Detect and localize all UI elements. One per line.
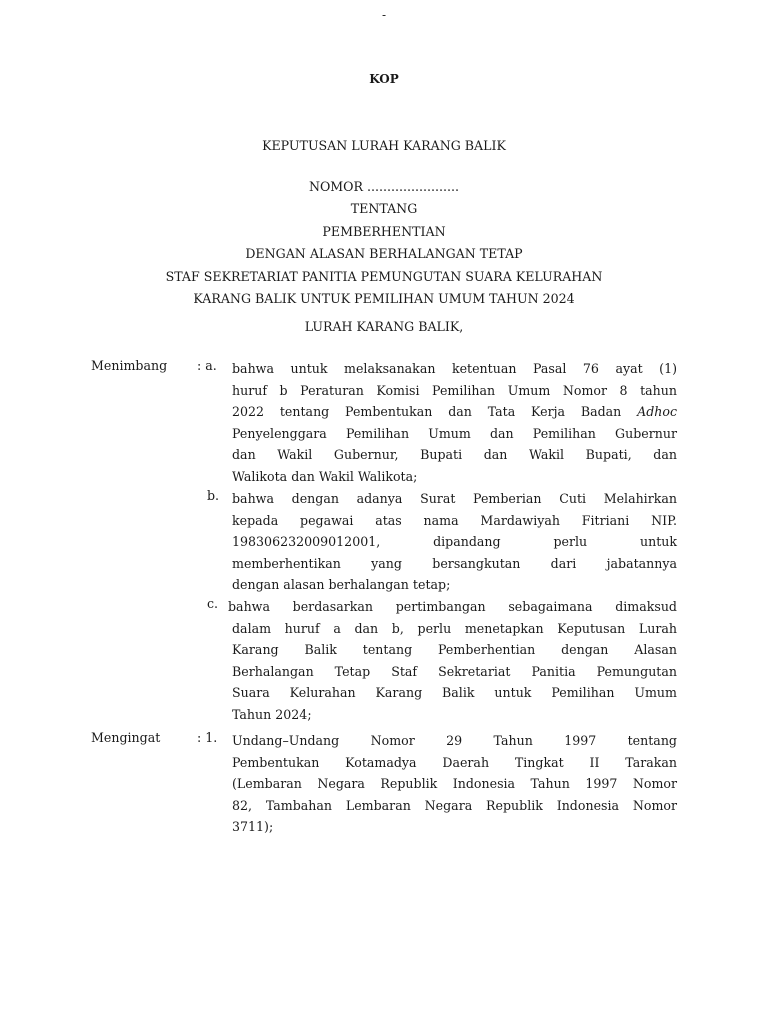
item-marker: c. <box>207 596 219 611</box>
kop-heading: KOP <box>369 72 399 86</box>
text-line: dan Wakil Gubernur, Bupati dan Wakil Bupati, dan <box>232 447 677 463</box>
item-text <box>232 730 677 838</box>
text-line: Penyelenggara Pemilihan Umum dan Pemilihan Gubernur <box>232 425 677 441</box>
page-dash: - <box>381 8 387 22</box>
issuer-greeting: LURAH KARANG BALIK, <box>304 319 464 334</box>
decree-subject-line-1: PEMBERHENTIAN <box>322 223 446 239</box>
text-line: dengan alasan berhalangan tetap; <box>232 577 451 593</box>
text-line: memberhentikan yang bersangkutan dari jabatannya <box>232 555 677 571</box>
text-line: Undang–Undang Nomor 29 Tahun 1997 tentang <box>232 733 677 748</box>
text-line: 3711); <box>232 819 274 835</box>
text-line: Berhalangan Tetap Staf Sekretariat Panitia Pemungutan <box>232 663 677 679</box>
text-line: dalam huruf a dan b, perlu menetapkan Keputusan Lurah <box>232 620 677 636</box>
text-line: kepada pegawai atas nama Mardawiyah Fitriani NIP. <box>232 512 677 528</box>
item-marker: : a. <box>197 358 217 373</box>
text-line: bahwa dengan adanya Surat Pemberian Cuti Melahirkan <box>232 491 677 506</box>
text-line: bahwa untuk melaksanakan ketentuan Pasal 76 ayat (1) <box>232 361 677 376</box>
adhoc-italic: Adhoc <box>637 404 677 420</box>
decree-subject-line-4: KARANG BALIK UNTUK PEMILIHAN UMUM TAHUN 2024 <box>193 291 575 306</box>
item-text <box>228 596 677 618</box>
item-text-continued <box>232 618 677 726</box>
text-line: Suara Kelurahan Karang Balik untuk Pemilihan Umum <box>232 685 677 701</box>
decree-title: KEPUTUSAN LURAH KARANG BALIK <box>262 138 506 153</box>
text-line: 82, Tambahan Lembaran Negara Republik Indonesia Nomor <box>232 797 677 813</box>
text-line: (Lembaran Negara Republik Indonesia Tahun 1997 Nomor <box>232 776 677 792</box>
decree-subject-line-3: STAF SEKRETARIAT PANITIA PEMUNGUTAN SUARA KELURAHAN <box>165 268 603 284</box>
decree-number: NOMOR ....................... <box>308 178 460 194</box>
item-text <box>232 488 677 596</box>
text-line: Pembentukan Kotamadya Daerah Tingkat II Tarakan <box>232 754 677 770</box>
decree-subject-line-2: DENGAN ALASAN BERHALANGAN TETAP <box>245 246 523 261</box>
text-line: huruf b Peraturan Komisi Pemilihan Umum Nomor 8 tahun <box>232 382 677 398</box>
menimbang-label: Menimbang <box>91 358 168 373</box>
item-marker: b. <box>207 488 220 503</box>
text-line: Karang Balik tentang Pemberhentian dengan Alasan <box>232 642 677 658</box>
text-line-prefix: 2022 tentang Pembentukan dan Tata Kerja Badan <box>232 404 638 420</box>
text-line: Tahun 2024; <box>232 706 312 722</box>
decree-title-block <box>0 135 768 311</box>
mengingat-label: Mengingat <box>91 730 161 745</box>
item-text <box>232 358 677 488</box>
decree-tentang: TENTANG <box>350 201 418 216</box>
text-line: bahwa berdasarkan pertimbangan sebagaimana dimaksud <box>228 599 677 614</box>
item-marker: : 1. <box>197 730 218 745</box>
text-line-with-italic <box>232 401 677 423</box>
text-line: 198306232009012001, dipandang perlu untuk <box>232 534 677 550</box>
text-line: Walikota dan Wakil Walikota; <box>232 468 418 484</box>
